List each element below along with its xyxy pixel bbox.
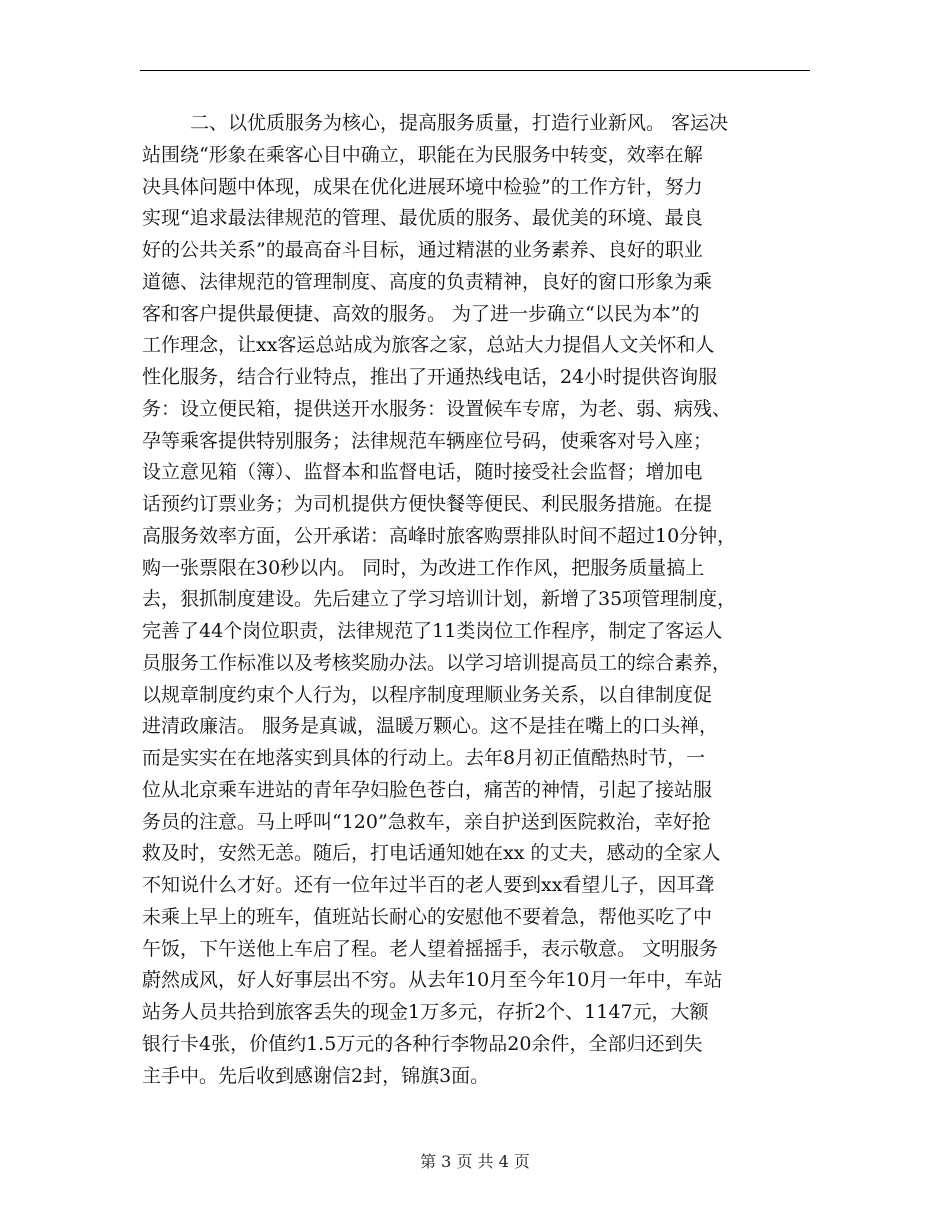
body-line: 未乘上早上的班车，值班站长耐心的安慰他不要着急，帮他买吃了中 — [142, 905, 713, 928]
body-line: 高服务效率方面，公开承诺：高峰时旅客购票排队时间不超过10分钟， — [142, 524, 737, 547]
body-line: 话预约订票业务；为司机提供方便快餐等便民、利民服务措施。在提 — [142, 493, 713, 515]
body-line: 不知说什么才好。还有一位年过半百的老人要到xx看望儿子，因耳聋 — [142, 874, 715, 896]
body-line: 去，狠抓制度建设。先后建立了学习培训计划，新增了35项管理制度， — [142, 588, 737, 611]
document-body — [142, 108, 812, 1092]
body-line: 性化服务，结合行业特点，推出了开通热线电话，24小时提供咨询服 — [142, 366, 718, 388]
body-line: 站围绕“形象在乘客心目中确立，职能在为民服务中转变，效率在解 — [142, 143, 703, 166]
body-line: 决具体问题中体现，成果在优化进展环境中检验”的工作方针，努力 — [142, 175, 703, 198]
body-line: 道德、法律规范的管理制度、高度的负责精神，良好的窗口形象为乘 — [142, 270, 713, 293]
body-line: 以规章制度约束个人行为，以程序制度理顺业务关系，以自律制度促 — [142, 683, 713, 706]
body-line: 工作理念，让xx客运总站成为旅客之家，总站大力提倡人文关怀和人 — [142, 334, 715, 357]
body-line: 设立意见箱（簿）、监督本和监督电话，随时接受社会监督；增加电 — [142, 461, 703, 484]
page-number: 第 3 页 共 4 页 — [420, 1152, 530, 1171]
body-line: 二、以优质服务为核心，提高服务质量，打造行业新风。 客运决 — [190, 112, 729, 134]
body-line: 员服务工作标准以及考核奖励办法。以学习培训提高员工的综合素养， — [142, 651, 732, 674]
body-line: 位从北京乘车进站的青年孕妇脸色苍白，痛苦的神情，引起了接站服 — [142, 778, 713, 801]
body-line: 购一张票限在30秒以内。 同时，为改进工作作风，把服务质量搞上 — [142, 556, 705, 579]
body-line: 客和客户提供最便捷、高效的服务。 为了进一步确立“以民为本”的 — [142, 302, 700, 325]
body-line: 而是实实在在地落实到具体的行动上。去年8月初正值酷热时节，一 — [142, 747, 706, 769]
header-rule — [140, 70, 810, 71]
body-line: 好的公共关系”的最高奋斗目标，通过精湛的业务素养、良好的职业 — [142, 239, 703, 261]
body-line: 午饭，下午送他上车启了程。老人望着摇摇手，表示敬意。 文明服务 — [142, 937, 719, 960]
body-line: 孕等乘客提供特别服务；法律规范车辆座位号码，使乘客对号入座； — [142, 429, 713, 452]
body-line: 主手中。先后收到感谢信2封，锦旗3面。 — [142, 1064, 490, 1087]
body-line: 务：设立便民箱，提供送开水服务：设置候车专席，为老、弱、病残、 — [142, 397, 732, 420]
body-line: 进清政廉洁。 服务是真诚，温暖万颗心。这不是挂在嘴上的口头禅， — [142, 715, 719, 738]
body-line: 完善了44个岗位职责，法律规范了11类岗位工作程序，制定了客运人 — [142, 620, 723, 642]
body-line: 救及时，安然无恙。随后，打电话通知她在xx 的丈夫，感动的全家人 — [142, 842, 721, 865]
body-line: 蔚然成风，好人好事层出不穷。从去年10月至今年10月一年中，车站 — [142, 969, 723, 992]
body-line: 实现“追求最法律规范的管理、最优质的服务、最优美的环境、最良 — [142, 207, 703, 230]
body-line: 银行卡4张，价值约1.5万元的各种行李物品20余件，全部归还到失 — [142, 1032, 703, 1055]
body-line: 站务人员共拾到旅客丢失的现金1万多元，存折2个、1147元，大额 — [142, 1001, 709, 1023]
body-line: 务员的注意。马上呼叫“120”急救车，亲自护送到医院救治，幸好抢 — [142, 810, 711, 833]
